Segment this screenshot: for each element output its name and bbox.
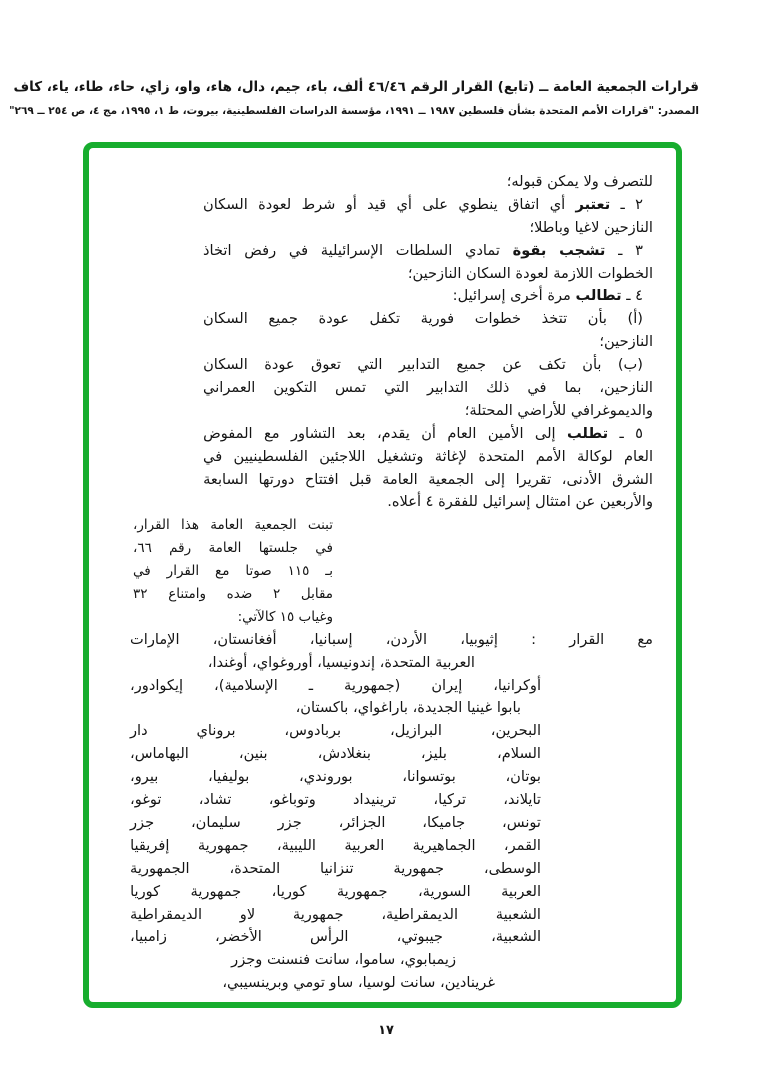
- country-list-line: العربية السورية، جمهورية كوريا، جمهورية كوريا: [130, 882, 541, 900]
- country-list-line: تايلاند، تركيا، ترينيداد وتوباغو، تشاد، توغو،: [130, 791, 541, 809]
- vote-record-line: بـ ١١٥ صوتا مع القرار في: [133, 563, 333, 580]
- country-list-line: غرينادين، سانت لوسيا، ساو تومي وبرينسيبي،: [222, 974, 495, 992]
- vote-record-line: تبنت الجمعية العامة هذا القرار،: [133, 517, 333, 534]
- body-line: العام لوكالة الأمم المتحدة لإغاثة وتشغيل اللاجئين الفلسطينيين في: [203, 447, 653, 465]
- vote-record-line: وغياب ١٥ كالآتي:: [237, 608, 333, 625]
- country-list-line: تونس، جاميكا، الجزائر، جزر سليمان، جزر: [130, 813, 541, 831]
- body-line: ٤ ـ تطالب مرة أخرى إسرائيل:: [452, 287, 643, 305]
- country-list-line: الشعبية، جيبوتي، الرأس الأخضر، زامبيا،: [130, 928, 541, 946]
- body-line: النازحين، بما في ذلك التدابير التي تمس التكوين العمراني: [203, 379, 653, 397]
- country-list-line: القمر، الجماهيرية العربية الليبية، جمهورية إفريقيا: [130, 836, 541, 854]
- source-citation-line: المصدر: "قرارات الأمم المتحدة بشأن فلسطين ١٩٨٧ ــ ١٩٩١، مؤسسة الدراسات الفلسطينية، بيروت، ط ١، ١٩٩٥، مج ٤، ص ٢٥٤ ــ ٢٦٩": [9, 105, 699, 117]
- country-list-line: بابوا غينيا الجديدة، باراغواي، باكستان،: [295, 699, 521, 717]
- body-line: ٢ ـ تعتبر أي اتفاق ينطوي على أي قيد أو شرط لعودة السكان: [203, 195, 643, 213]
- country-list-line: بوتان، بوتسوانا، بوروندي، بوليفيا، بيرو،: [130, 768, 541, 786]
- country-list-line: أوكرانيا، إيران (جمهورية ـ الإسلامية)، إيكوادور،: [130, 676, 541, 694]
- body-line: (ب) بأن تكف عن جميع التدابير التي تعوق عودة السكان: [203, 356, 643, 374]
- vote-record-line: في جلستها العامة رقم ٦٦،: [133, 540, 333, 557]
- body-line: الشرق الأدنى، تقريرا إلى الجمعية العامة قبل افتتاح دورتها السابعة: [203, 470, 653, 488]
- country-list-line: العربية المتحدة، إندونيسيا، أوروغواي، أوغندا،: [207, 653, 475, 671]
- vote-record-line: مقابل ٢ ضده وامتناع ٣٢: [133, 586, 333, 603]
- body-line: ٥ ـ تطلب إلى الأمين العام أن يقدم، بعد التشاور مع المفوض: [203, 424, 643, 442]
- country-list-line: زيمبابوي، ساموا، سانت فنسنت وجزر: [231, 951, 456, 969]
- page-number: ١٧: [378, 1023, 394, 1038]
- body-line: الخطوات اللازمة لعودة السكان النازحين؛: [407, 264, 653, 282]
- body-line: النازحين لاغيا وباطلا؛: [529, 218, 653, 236]
- country-list-line: البحرين، البرازيل، بربادوس، بروناي دار: [130, 722, 541, 740]
- body-line: والأربعين عن امتثال إسرائيل للفقرة ٤ أعلاه.: [387, 493, 653, 511]
- body-line: والديموغرافي للأراضي المحتلة؛: [464, 401, 653, 419]
- country-list-line: الشعبية الديمقراطية، جمهورية لاو الديمقراطية: [130, 905, 541, 923]
- body-text: [130, 171, 653, 995]
- page-header-title: قرارات الجمعية العامة ــ (تابع) القرار الرقم ٤٦/٤٦ ألف، باء، جيم، دال، هاء، واو، زاي، حاء، طاء، ياء، كاف: [13, 79, 699, 95]
- body-line: النازحين؛: [599, 333, 653, 351]
- body-line: (أ) بأن تتخذ خطوات فورية تكفل عودة جميع السكان: [203, 310, 643, 328]
- country-list-line: السلام، بليز، بنغلادش، بنين، البهاماس،: [130, 745, 541, 763]
- body-line: للتصرف ولا يمكن قبوله؛: [506, 173, 653, 190]
- body-line: ٣ ـ تشجب بقوة تمادي السلطات الإسرائيلية في رفض اتخاذ: [203, 241, 643, 259]
- country-list-line: مع القرار : إثيوبيا، الأردن، إسبانيا، أفغانستان، الإمارات: [130, 630, 653, 648]
- country-list-line: الوسطى، جمهورية تنزانيا المتحدة، الجمهورية: [130, 859, 541, 877]
